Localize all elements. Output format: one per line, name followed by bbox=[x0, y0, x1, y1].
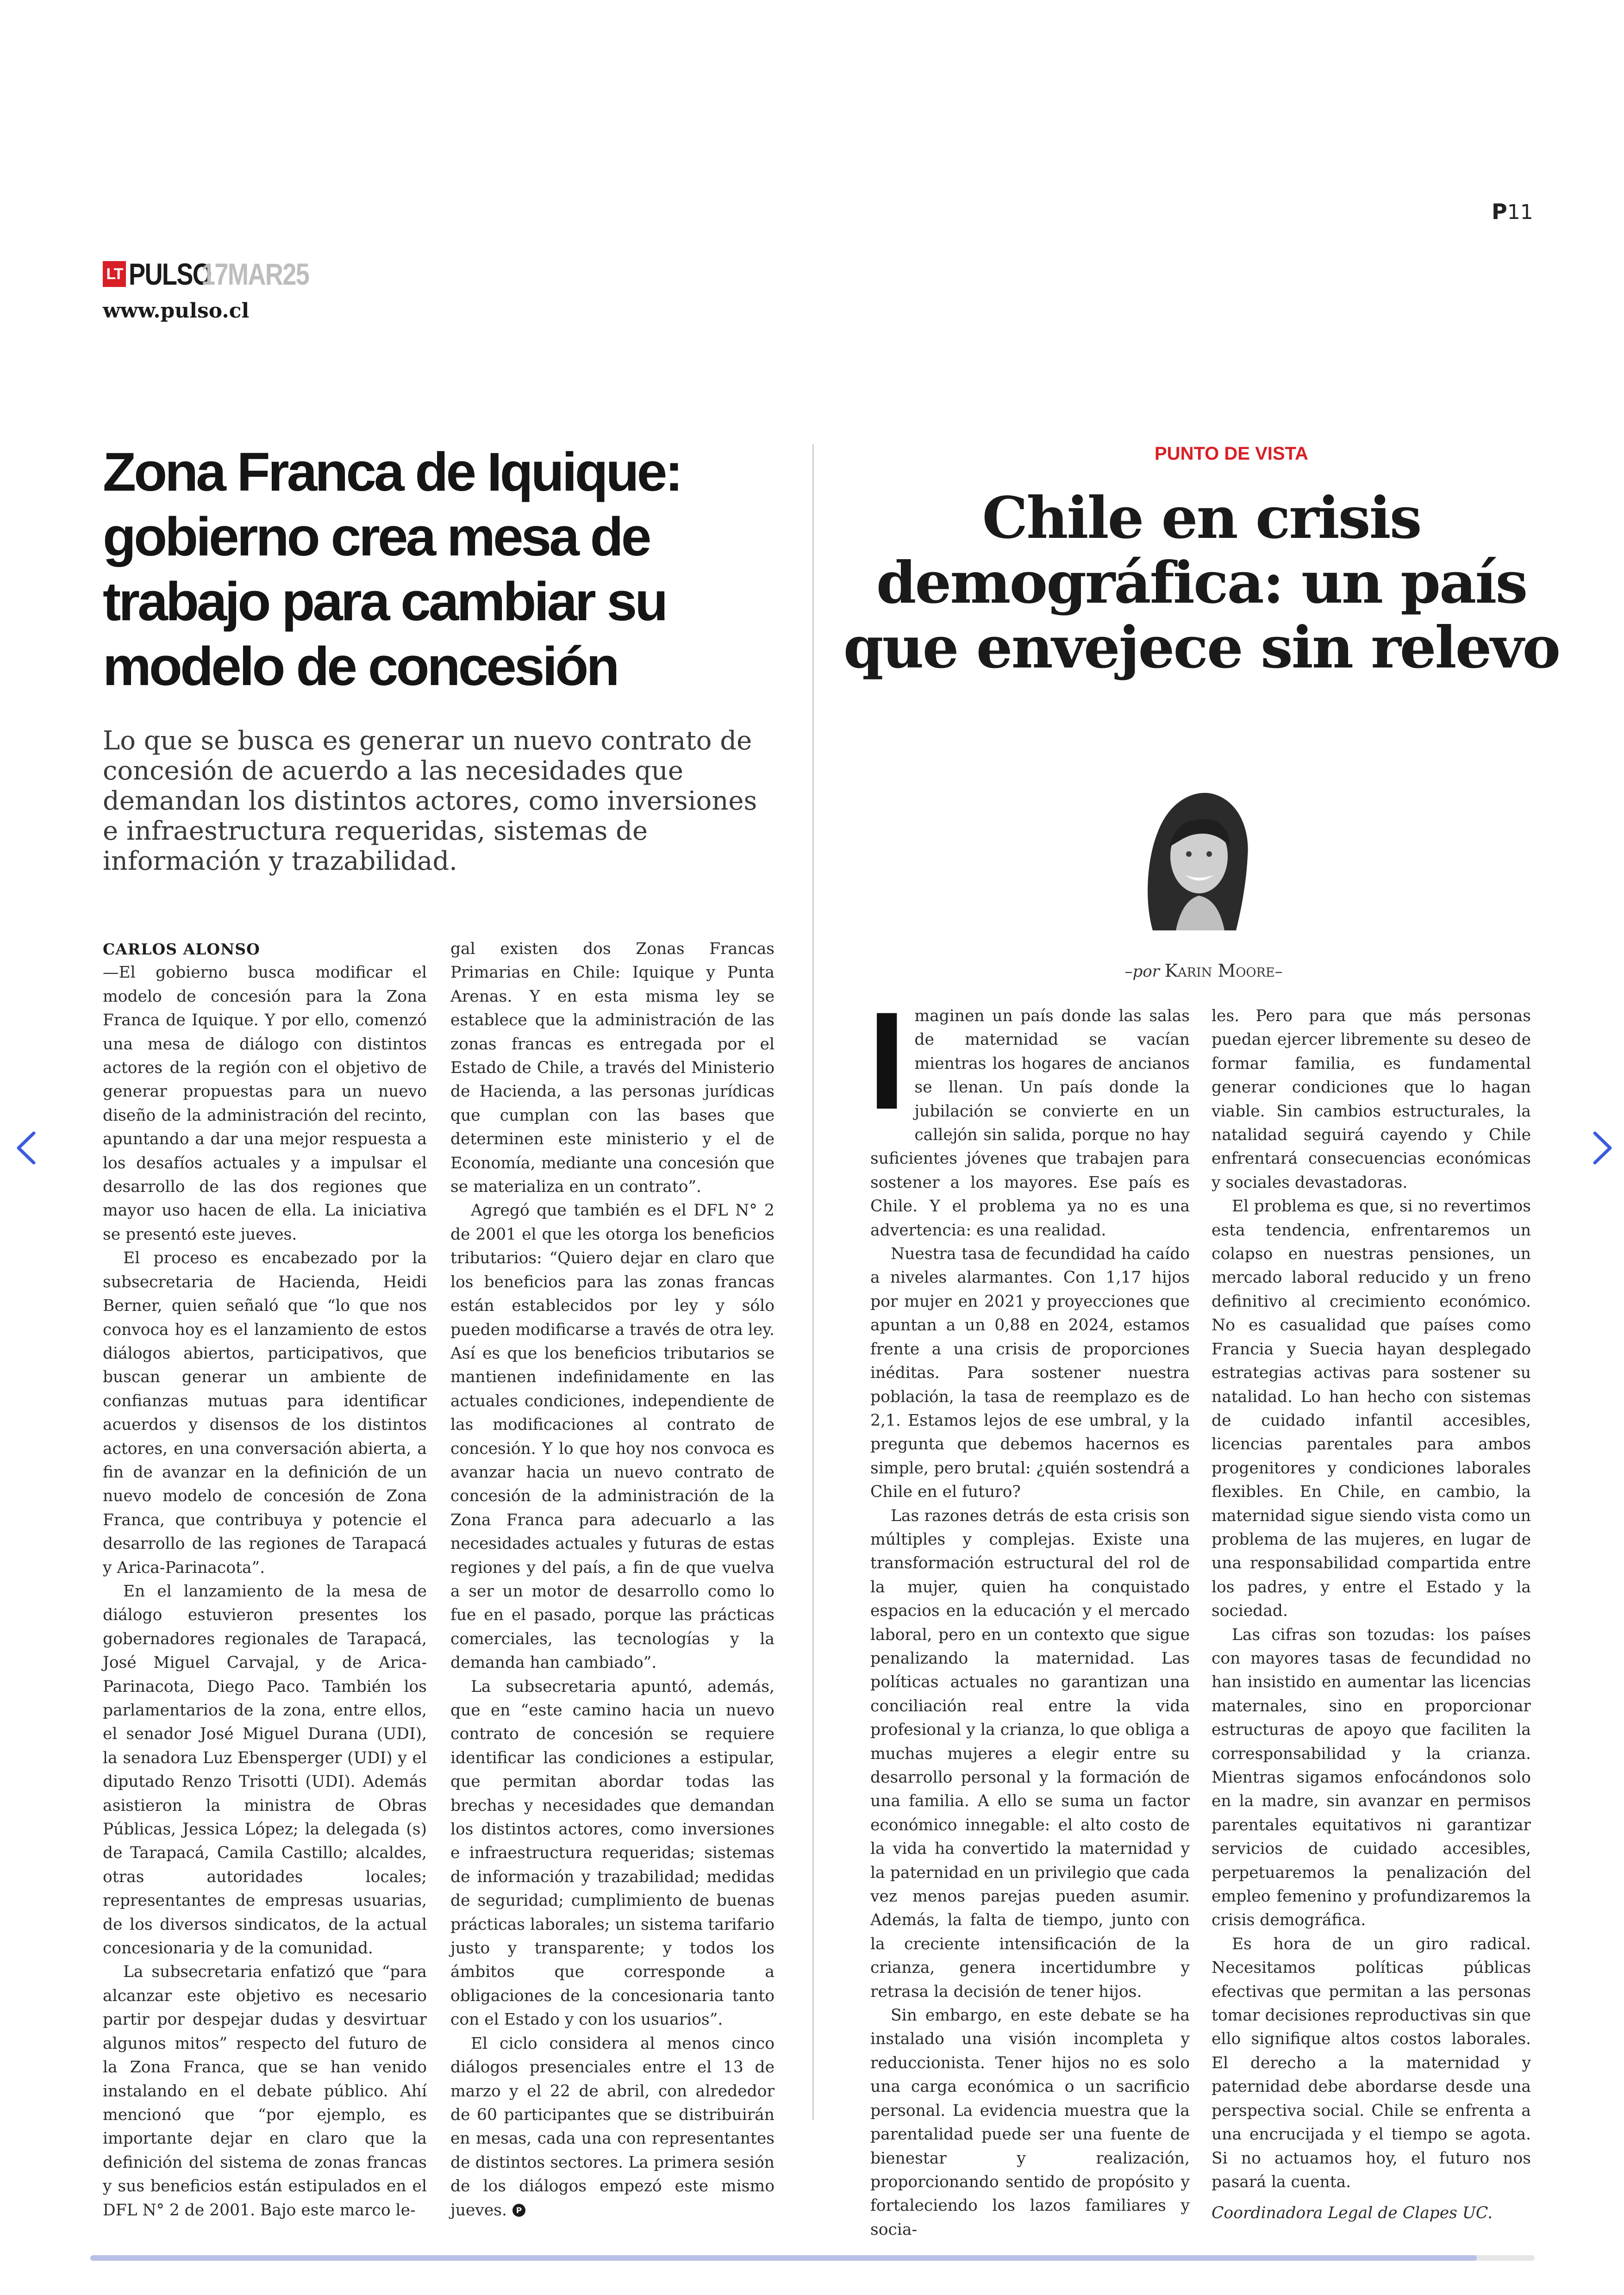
column-divider bbox=[812, 444, 814, 2120]
paragraph: El proceso es encabezado por la subsecretaria de Hacienda, Heidi Berner, quien señaló que “lo que nos convoca hoy es el lanzamiento de estos diálogos abiertos, participativos, que buscan generar un ambiente de confianzas mutuas para identificar acuerdos y disensos de los distintos actores, en una conversación abierta, a fin de avanzar en la definición de un nuevo modelo de concesión de Zona Franca, que contribuya y potencie el desarrollo de las regiones de Tarapacá y Arica-Parinacota”. bbox=[103, 1249, 427, 1577]
page-number bbox=[1492, 199, 1533, 224]
paragraph: El problema es que, si no revertimos esta tendencia, enfrentaremos un colapso en nuestras pensiones, un mercado laboral reducido y un freno definitivo al crecimiento económico. No es casualidad que países como Francia y Suecia hayan desplegado estrategias activas para sostener su natalidad. Lo han hecho con sistemas de cuidado infantil accesibles, licencias parentales para ambos progenitores y condiciones laborales flexibles. En Chile, en cambio, la maternidad sigue siendo vista como un problema de las mujeres, en lugar de una responsabilidad compartida entre los padres, y entre el Estado y la sociedad. bbox=[1212, 1197, 1531, 1621]
paragraph-last bbox=[450, 2032, 775, 2222]
paragraph: gal existen dos Zonas Francas Primarias en Chile: Iquique y Punta Arenas. Y en esta misma ley se establece que la administración de las zonas francas es entregada por el Estado de Chile, a través del Ministerio de Hacienda, a las personas jurídicas que cumplan con las bases que determinen este ministerio y el de Economía, mediante una concesión que se materializa en un contrato”. bbox=[450, 940, 775, 1197]
paragraph: La subsecretaria apuntó, además, que en “este camino hacia un nuevo contrato de concesión se requiere identificar las condiciones a estipular, que permitan abordar todas las brechas y necesidades que demandan los distintos actores, como inversiones e infraestructura requeridas; sistemas de información y trazabilidad; medidas de seguridad; cumplimiento de buenas prácticas laborales; un sistema tarifario justo y transparente; y todos los ámbitos que corresponde a obligaciones de la concesionaria tanto con el Estado y con los usuarios”. bbox=[450, 1677, 775, 2029]
author-byline bbox=[1065, 960, 1343, 981]
chevron-right-icon[interactable] bbox=[1583, 1125, 1620, 1171]
paragraph: Es hora de un giro radical. Necesitamos políticas públicas efectivas que permitan a las personas tomar decisiones reproductivas sin que ello signifique altos costos laborales. El derecho a la maternidad y paternidad debe abordarse desde una perspectiva social. Chile se enfrenta a una encrucijada y el tiempo se agota. Si no actuamos hoy, el futuro nos pasará la cuenta. bbox=[1212, 1934, 1531, 2191]
left-article-deck: Lo que se busca es generar un nuevo contrato de concesión de acuerdo a las necesidades que demandan los distintos actores, como inversiones e infraestructura requeridas, sistemas de información y trazabilidad. bbox=[103, 726, 757, 876]
byline-prefix: –por bbox=[1124, 962, 1160, 981]
author-photo bbox=[1125, 778, 1268, 935]
page-number-value: 11 bbox=[1507, 200, 1533, 224]
right-article-column-1 bbox=[868, 983, 1190, 2242]
right-article-column-2 bbox=[1212, 1004, 1531, 2226]
paragraph: Nuestra tasa de fecundidad ha caído a niveles alarmantes. Con 1,17 hijos por mujer en 2021 y proyecciones que apuntan a un 0,88 en 2024, estamos frente a una crisis de proporciones inéditas. Para sostener nuestra población, la tasa de reemplazo es de 2,1. Estamos lejos de ese umbral, y la pregunta que debemos hacernos es simple, pero brutal: ¿quién sostendrá a Chile en el futuro? bbox=[870, 1245, 1190, 1502]
right-article-headline: Chile en crisis demográfica: un país que envejece sin relevo bbox=[843, 485, 1560, 681]
paragraph: Las razones detrás de esta crisis son múltiples y complejas. Existe una transformación estructural del rol de la mujer, quien ha conquistado espacios en la educación y el mercado laboral, pero en un contexto que sigue penalizando la maternidad. Las políticas actuales no garantizan una conciliación real entre la vida profesional y la crianza, lo que obliga a muchas mujeres a elegir entre su desarrollo personal y la formación de una familia. A ello se suma un factor económico innegable: el alto costo de la vida ha convertido la maternidad y la paternidad en un privilegio que cada vez menos parejas pueden asumir. Además, la falta de tiempo, junto con la creciente intensificación de la crianza, genera incertidumbre y retrasa la decisión de tener hijos. bbox=[870, 1506, 1190, 2001]
paragraph: les. Pero para que más personas puedan ejercer libremente su deseo de formar familia, es fundamental generar condiciones que lo hagan viable. Sin cambios estructurales, la natalidad seguirá cayendo y Chile enfrentará consecuencias económicas y sociales devastadoras. bbox=[1212, 1007, 1531, 1192]
left-article-column-1 bbox=[103, 937, 427, 2222]
reading-progress-fill bbox=[90, 2255, 1477, 2261]
left-article-headline: Zona Franca de Iquique: gobierno crea mesa de trabajo para cambiar su modelo de concesión bbox=[103, 442, 681, 697]
paragraph: maginen un país donde las salas de maternidad se vacían mientras los hogares de ancianos se llenan. Un país donde la jubilación se convierte en un callejón sin salida, porque no hay suficientes jóvenes que trabajen para sostener a los mayores. Ese país es Chile. Y el problema ya no es una advertencia: es una realidad. bbox=[870, 1007, 1190, 1240]
byline-suffix: – bbox=[1274, 962, 1283, 981]
paragraph: Las cifras son tozudas: los países con mayores tasas de fecundidad no han insistido en aumentar las licencias maternales, sino en proporcionar estructuras de apoyo que faciliten la corresponsabilidad y la crianza. Mientras sigamos enfocándonos solo en la madre, sin avanzar en permisos parentales equitativos ni garantizar servicios de cuidado accesibles, perpetuaremos la penalización del empleo femenino y profundizaremos la crisis demográfica. bbox=[1212, 1625, 1531, 1930]
paragraph: En el lanzamiento de la mesa de diálogo estuvieron presentes los gobernadores regionales de Tarapacá, José Miguel Carvajal, y de Arica-Parinacota, Diego Paco. También los parlamentarios de la zona, entre ellos, el senador José Miguel Durana (UDI), la senadora Luz Ebensperger (UDI) y el diputado Renzo Trisotti (UDI). Además asistieron la ministra de Obras Públicas, Jessica López; la delegada (s) de Tarapacá, Camila Castillo; alcaldes, otras autoridades locales; representantes de empresas usuarias, de los diversos sindicatos, de la actual concesionaria y de la comunidad. bbox=[103, 1582, 427, 1958]
paragraph: La subsecretaria enfatizó que “para alcanzar este objetivo es necesario partir por despejar dudas y desvirtuar algunos mitos” respecto del futuro de la Zona Franca, que se han venido instalando en el debate público. Ahí mencionó que “por ejemplo, es importante dejar en claro que la definición del sistema de zonas francas y sus beneficios están estipulados en el DFL N° 2 de 2001. Bajo este marco le- bbox=[103, 1963, 427, 2220]
masthead-name: PULSO bbox=[129, 257, 212, 291]
drop-cap: I bbox=[868, 983, 906, 1138]
author-name: Karin Moore bbox=[1164, 960, 1275, 981]
section-kicker: PUNTO DE VISTA bbox=[1155, 443, 1308, 464]
reading-progress-bar[interactable] bbox=[90, 2255, 1535, 2261]
site-url: www.pulso.cl bbox=[103, 299, 250, 323]
paragraph: Sin embargo, en este debate se ha instalado una visión incompleta y reduccionista. Tener hijos no es solo una carga económica o un sacrificio personal. La evidencia muestra que la parentalidad puede ser una fuente de bienestar y realización, proporcionando sentido de propósito y fortaleciendo los lazos familiares y socia- bbox=[870, 2006, 1190, 2239]
lt-logo-icon: LT bbox=[103, 261, 126, 287]
author-role: Coordinadora Legal de Clapes UC. bbox=[1212, 2204, 1493, 2223]
chevron-left-icon[interactable] bbox=[8, 1125, 45, 1171]
page-number-prefix: P bbox=[1492, 199, 1507, 224]
left-article-byline: CARLOS ALONSO bbox=[103, 940, 260, 958]
paragraph-text: El ciclo considera al menos cinco diálogos presenciales entre el 13 de marzo y el 22 de abril, con alrededor de 60 participantes que se distribuirán en mesas, cada una con representantes de distintos sectores. La primera sesión de los diálogos empezó este mismo jueves. bbox=[450, 2034, 775, 2220]
end-mark-icon bbox=[512, 2203, 526, 2217]
paragraph: Agregó que también es el DFL N° 2 de 2001 el que les otorga los beneficios tributarios: “Quiero dejar en claro que los beneficios para las zonas francas están establecidos por ley y sólo pueden modificarse a través de otra ley. Así es que los beneficios tributarios se mantienen indefinidamente en las actuales condiciones, independiente de las modificaciones al contrato de concesión. Y lo que hoy nos convoca es avanzar hacia un nuevo contrato de concesión de la administración de la Zona Franca para adecuarlo a las necesidades actuales y futuras de estas regiones y del país, a fin de que vuelva a ser un motor de desarrollo como lo fue en el pasado, porque las prácticas comerciales, las tecnologías y la demanda han cambiado”. bbox=[450, 1201, 775, 1672]
svg-text:P: P bbox=[516, 2206, 522, 2215]
masthead-date: 17MAR25 bbox=[201, 257, 309, 291]
left-article-column-2 bbox=[450, 937, 775, 2222]
paragraph: —El gobierno busca modificar el modelo de concesión para la Zona Franca de Iquique. Y por ello, comenzó una mesa de diálogo con distintos actores de la región con el objetivo de generar propuestas para un nuevo diseño de la administración del recinto, apuntando a dar una mejor respuesta a los desafíos actuales y a impulsar el desarrollo de las dos regiones que mayor uso hacen de ella. La iniciativa se presentó este jueves. bbox=[103, 963, 427, 1244]
masthead bbox=[103, 257, 333, 291]
